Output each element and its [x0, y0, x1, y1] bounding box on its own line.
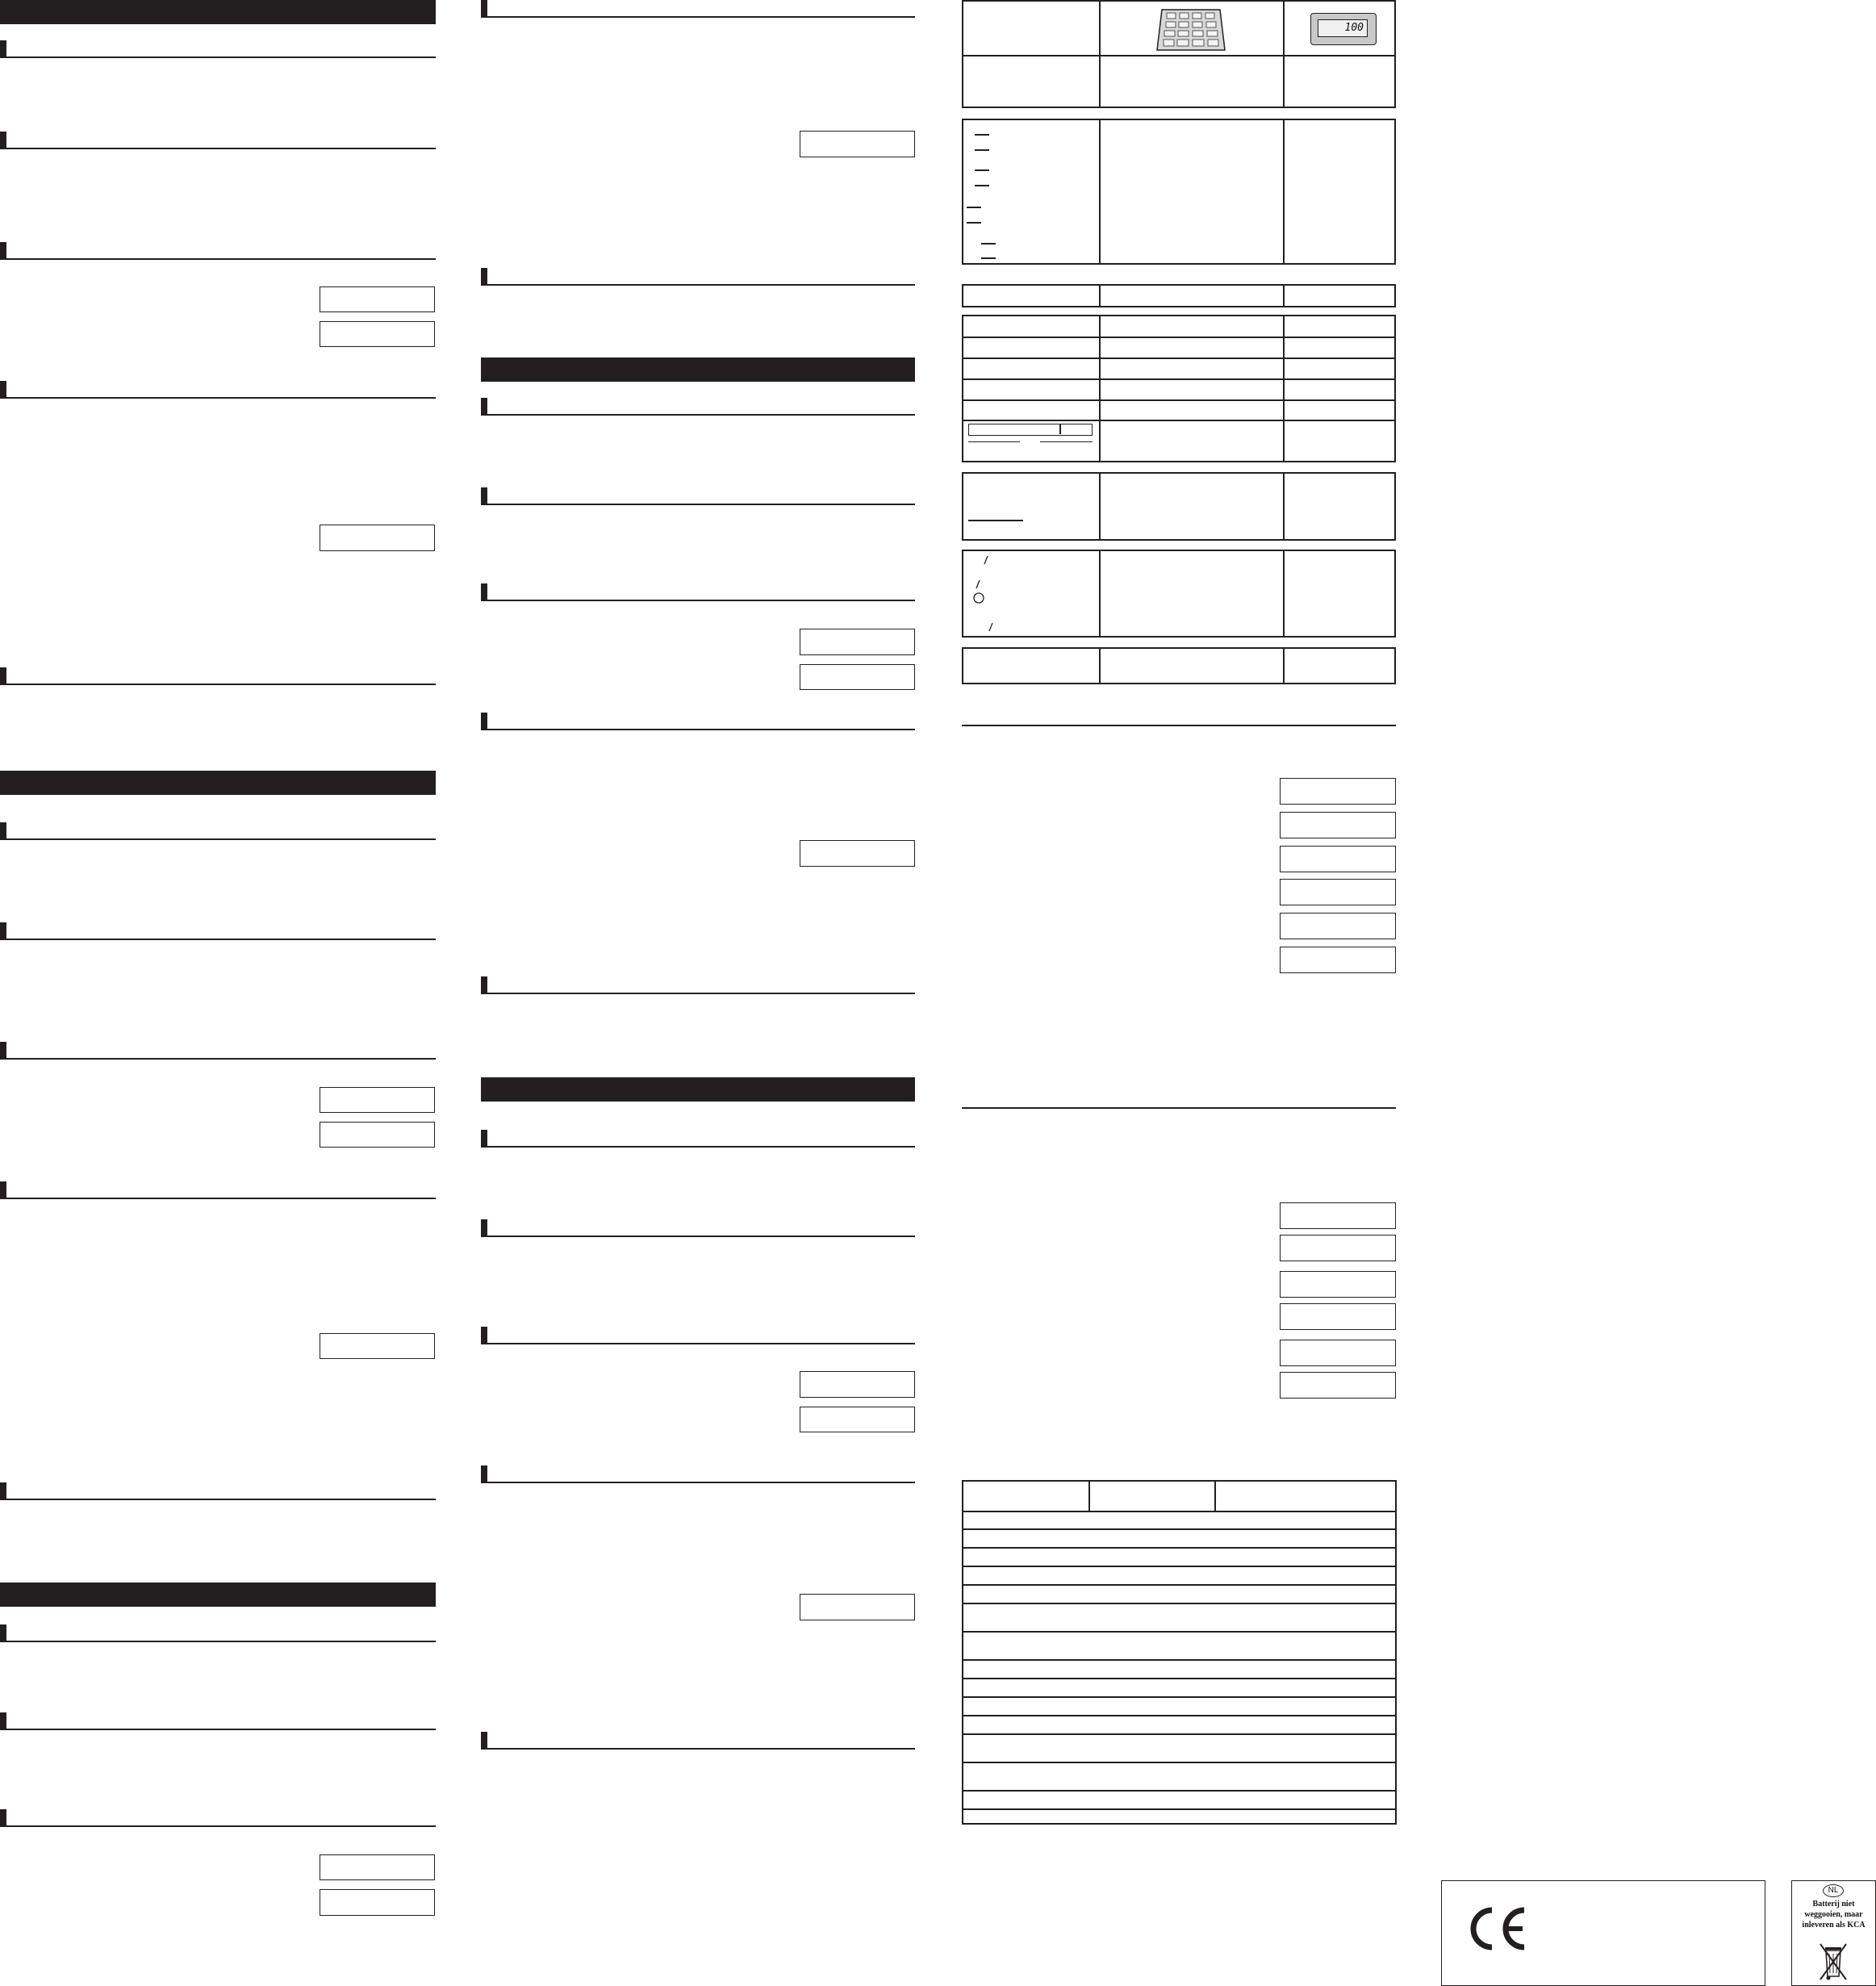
display-result-box [800, 840, 915, 867]
subsection-marker [0, 1809, 6, 1827]
display-result-box [1280, 1271, 1396, 1298]
display-result-box [1280, 1372, 1396, 1399]
display-result-box [320, 321, 435, 347]
subsection-rule [0, 1499, 436, 1500]
subsection-marker [0, 1712, 6, 1730]
display-result-box [1280, 879, 1396, 905]
section-divider [962, 1107, 1396, 1109]
subsection-rule [0, 1729, 436, 1730]
spec-table-footer [962, 647, 1396, 684]
subsection-marker [0, 40, 6, 58]
subsection-rule [0, 258, 436, 260]
country-code: NL [1828, 1886, 1839, 1895]
display-result-box [800, 131, 915, 157]
display-result-box [1280, 913, 1396, 939]
subsection-marker [0, 242, 6, 260]
display-icon [1310, 13, 1377, 45]
subsection-marker [0, 1624, 6, 1642]
display-result-box [320, 1333, 435, 1359]
subsection-rule [481, 504, 915, 505]
recycle-notice-panel [1791, 1880, 1876, 1986]
subsection-rule [0, 397, 436, 399]
recycle-text: Batterij niet weggooien, maar inleveren als KCA [1802, 1900, 1866, 1930]
subsection-marker [0, 1181, 6, 1199]
subsection-marker [481, 1732, 487, 1750]
display-result-box [320, 1854, 435, 1880]
display-result-box [800, 1594, 915, 1620]
section-header-bar [0, 771, 436, 795]
subsection-marker [481, 976, 487, 994]
subsection-rule [481, 600, 915, 601]
subsection-marker [481, 1219, 487, 1237]
subsection-marker [0, 132, 6, 149]
display-result-box [800, 664, 915, 690]
display-result-box [1280, 1202, 1396, 1229]
subsection-marker [0, 667, 6, 685]
display-result-box [1280, 1235, 1396, 1261]
ce-mark-panel [1441, 1880, 1765, 1986]
display-result-box [320, 286, 435, 312]
subsection-rule [0, 1198, 436, 1199]
subsection-rule [481, 993, 915, 994]
country-code-badge [1823, 1884, 1844, 1897]
display-result-box [800, 1407, 915, 1432]
subsection-rule [481, 16, 915, 18]
subsection-rule [0, 1641, 436, 1642]
subsection-marker [481, 713, 487, 730]
display-result-box [320, 525, 435, 551]
subsection-rule [0, 838, 436, 840]
subsection-rule [481, 729, 915, 730]
spec-table-formula [962, 472, 1396, 541]
keypad-icon [1155, 8, 1226, 52]
subsection-marker [0, 1482, 6, 1500]
display-result-box [1280, 846, 1396, 872]
display-result-box [320, 1087, 435, 1113]
subsection-rule [0, 1825, 436, 1827]
display-result-box [1280, 1303, 1396, 1330]
subsection-marker [0, 381, 6, 399]
subsection-marker [481, 1130, 487, 1148]
display-result-box [320, 1122, 435, 1148]
display-reading: 100 [1344, 22, 1364, 34]
subsection-rule [481, 1748, 915, 1750]
crossed-bin-icon [1818, 1939, 1849, 1983]
spec-table-header [962, 284, 1396, 307]
subsection-marker [481, 268, 487, 286]
display-result-box [320, 1889, 435, 1916]
section-divider [962, 725, 1396, 726]
subsection-rule [481, 414, 915, 416]
spec-table-rows [962, 315, 1396, 462]
display-result-box [1280, 778, 1396, 805]
display-result-box [1280, 812, 1396, 838]
subsection-marker [481, 583, 487, 601]
display-result-box [1280, 947, 1396, 973]
spec-table-bottom [962, 1480, 1397, 1825]
section-header-bar [0, 1583, 436, 1607]
subsection-rule [0, 939, 436, 940]
subsection-rule [481, 1343, 915, 1344]
subsection-rule [481, 1236, 915, 1237]
subsection-rule [481, 284, 915, 286]
subsection-rule [0, 56, 436, 58]
subsection-marker [481, 487, 487, 505]
subsection-rule [481, 1146, 915, 1148]
display-result-box [1280, 1340, 1396, 1366]
subsection-marker [481, 398, 487, 416]
subsection-rule [0, 1058, 436, 1060]
subsection-marker [481, 1465, 487, 1483]
subsection-marker [0, 922, 6, 940]
spec-table-images [962, 0, 1396, 108]
section-header-bar [481, 357, 915, 382]
subsection-marker [481, 0, 487, 18]
ce-mark-icon [1464, 1904, 1529, 1954]
subsection-marker [0, 1042, 6, 1060]
subsection-marker [481, 1327, 487, 1344]
section-header-bar [0, 0, 436, 24]
spec-table-keys [962, 119, 1396, 265]
subsection-rule [481, 1482, 915, 1483]
section-header-bar [481, 1077, 915, 1102]
display-result-box [800, 1371, 915, 1398]
subsection-rule [0, 148, 436, 149]
subsection-marker [0, 822, 6, 840]
spec-table-symbols [962, 550, 1396, 638]
display-result-box [800, 629, 915, 655]
subsection-rule [0, 684, 436, 685]
